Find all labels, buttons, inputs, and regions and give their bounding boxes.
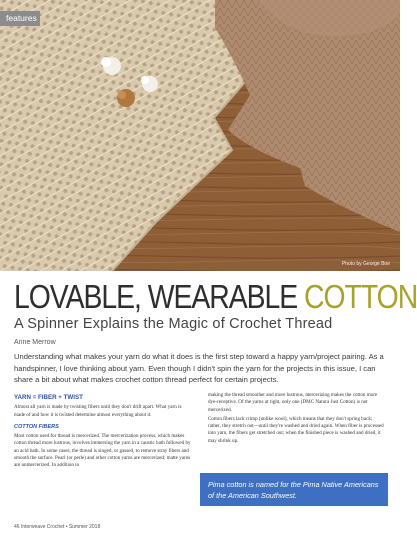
section-heading: YARN = FIBER + TWIST — [14, 394, 83, 401]
body-paragraph: Most cotton used for thread is mercerized. The mercerization process, which makes cotton thread more lustrous, involves immersing the yarn in a caustic bath followed by an acid bath. In some cases, the thread is singed, or gassed, to remove stray fibers and smooth the surface. Pearl (or perle) and other cotton yarns are mercerized; matte yarns are unmercerized. In addition to — [14, 433, 191, 469]
subheadline: A Spinner Explains the Magic of Crochet Thread — [14, 316, 333, 332]
photo-credit: Photo by George Boe — [341, 261, 390, 267]
headline-accent: COTTON — [304, 278, 417, 315]
subsection-heading: COTTON FIBERS — [14, 423, 59, 430]
page-folio: 46 Interweave Crochet • Summer 2018 — [14, 524, 101, 530]
right-column — [208, 392, 386, 447]
body-paragraph: Almost all yarn is made by twisting fibers until they don't drift apart. What yarn is made of and how it is twisted determine almost everything about it. — [14, 404, 182, 418]
headline-main: LOVABLE, WEARABLE — [14, 278, 305, 315]
body-paragraph: making the thread smoother and more lustrous, mercerizing makes the cotton more dye-receptive. Of the yarns at right, only one (DMC Natura Just Cotton) is not mercerized. — [208, 392, 378, 413]
hero-photo — [0, 0, 400, 271]
intro-paragraph: Understanding what makes your yarn do what it does is the first step toward a happy yarn/project pairing. As a handspinner, I love thinking about yarn. Even though I didn't spin the yarn for the projects in this issue, I can share a bit about what makes crochet cotton thread perfect for certain projects. — [14, 352, 384, 385]
body-paragraph: Cotton fibers lack crimp (unlike wool), which means that they don't spring back; rather, they stretch out—until they're washed and dried again. When fiber is processed into yarn, the fibers get stretched out; when the finished piece is washed and dried, it may shrink up. — [208, 415, 384, 444]
left-column — [14, 392, 192, 472]
headline — [14, 278, 417, 315]
author-byline: Anne Merrow — [14, 339, 56, 346]
section-tag: features — [0, 11, 40, 26]
pull-quote-callout: Pima cotton is named for the Pima Native Americans of the American Southwest. — [200, 473, 388, 506]
